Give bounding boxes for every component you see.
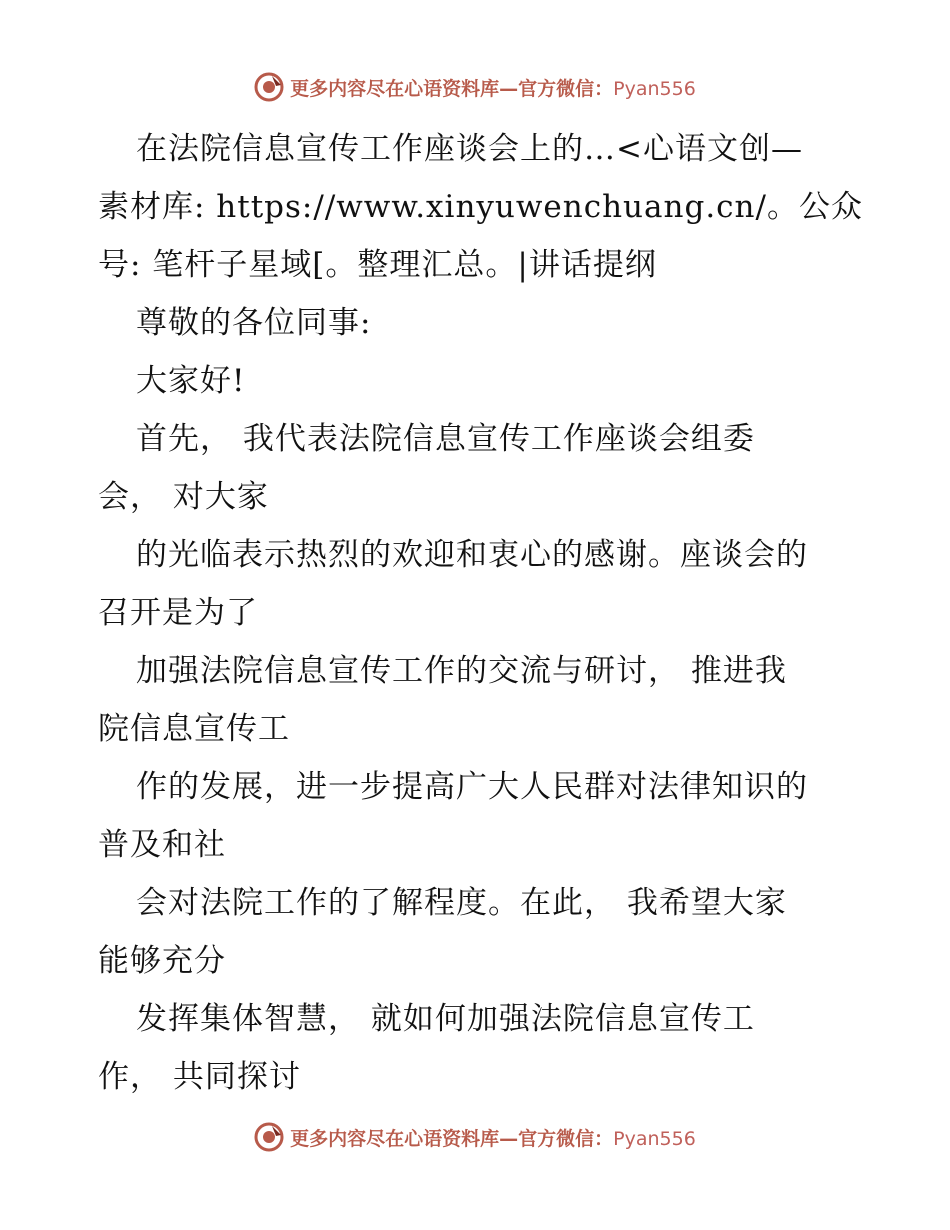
- text-line: 会对法院工作的了解程度。在此， 我希望大家: [136, 885, 787, 921]
- text-line: 加强法院信息宣传工作的交流与研讨， 推进我: [136, 653, 787, 689]
- text-line: 院信息宣传工: [98, 711, 290, 747]
- text-line: 号: 笔杆子星域[。整理汇总。|讲话提纲: [98, 247, 657, 283]
- text-line: 普及和社: [98, 827, 226, 863]
- banner-text: 更多内容尽在心语资料库—官方微信：Pyan556: [290, 1127, 696, 1150]
- brand-logo-icon: [254, 72, 284, 102]
- text-line: 会， 对大家: [98, 479, 269, 515]
- header-banner: [0, 72, 950, 102]
- text-line: 尊敬的各位同事:: [136, 305, 372, 341]
- text-line: 召开是为了: [98, 595, 258, 631]
- text-line: 大家好!: [136, 363, 246, 399]
- document-body: [98, 120, 863, 1106]
- text-line: 素材库: https://www.xinyuwenchuang.cn/。公众: [98, 189, 863, 225]
- banner-text: 更多内容尽在心语资料库—官方微信：Pyan556: [290, 77, 696, 100]
- text-line: 作， 共同探讨: [98, 1059, 301, 1095]
- text-line: 作的发展，进一步提高广大人民群对法律知识的: [136, 769, 808, 805]
- text-line: 首先， 我代表法院信息宣传工作座谈会组委: [136, 421, 755, 457]
- banner-handle: Pyan556: [613, 77, 696, 100]
- text-line: 发挥集体智慧， 就如何加强法院信息宣传工: [136, 1001, 755, 1037]
- text-line: 在法院信息宣传工作座谈会上的…<心语文创—: [136, 131, 803, 167]
- banner-handle: Pyan556: [613, 1127, 696, 1150]
- brand-logo-icon: [254, 1122, 284, 1152]
- text-line: 能够充分: [98, 943, 226, 979]
- text-line: 的光临表示热烈的欢迎和衷心的感谢。座谈会的: [136, 537, 808, 573]
- footer-banner: [0, 1122, 950, 1152]
